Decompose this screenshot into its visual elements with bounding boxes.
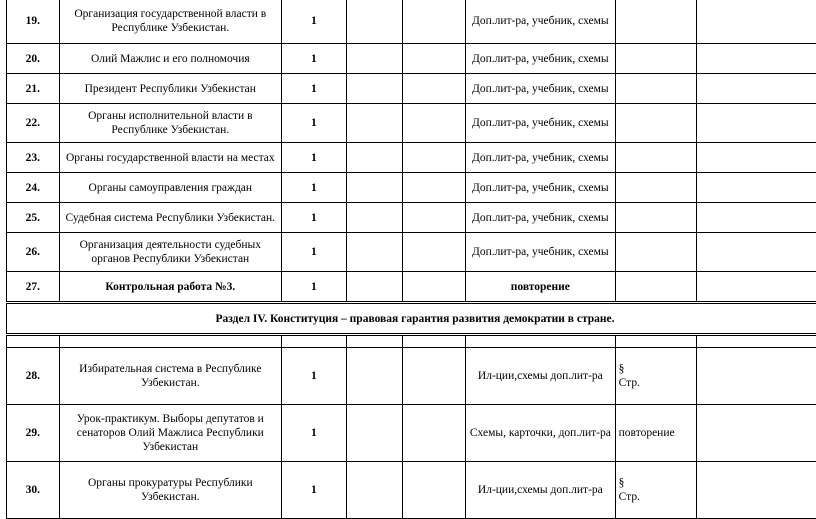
lesson-hours: 1: [282, 405, 347, 462]
empty-cell: [346, 203, 403, 233]
empty-cell: [403, 335, 466, 348]
empty-cell: [696, 462, 816, 519]
lesson-topic: Судебная система Республики Узбекистан.: [59, 203, 281, 233]
lesson-number: 19.: [7, 0, 60, 44]
empty-cell: [346, 272, 403, 303]
empty-cell: [346, 462, 403, 519]
lesson-resources: Ил-ции,схемы доп.лит-ра: [466, 348, 616, 405]
empty-cell: [696, 233, 816, 272]
section-title: Раздел IV. Конституция – правовая гарантия развития демократии в стране.: [7, 303, 816, 335]
lesson-resources: Доп.лит-ра, учебник, схемы: [466, 143, 616, 173]
lesson-topic: Организация деятельности судебных органов Республики Узбекистан: [59, 233, 281, 272]
lesson-topic: Олий Мажлис и его полномочия: [59, 44, 281, 74]
empty-cell: [403, 173, 466, 203]
empty-cell: [346, 143, 403, 173]
empty-cell: [403, 272, 466, 303]
lesson-number: 28.: [7, 348, 60, 405]
table-row: [7, 44, 816, 74]
note-line: повторение: [619, 426, 693, 440]
empty-cell: [346, 233, 403, 272]
lesson-topic: Контрольная работа №3.: [59, 272, 281, 303]
empty-cell: [346, 74, 403, 104]
empty-cell: [346, 405, 403, 462]
lesson-topic: Органы государственной власти на местах: [59, 143, 281, 173]
empty-cell: [403, 104, 466, 143]
lesson-hours: 1: [282, 462, 347, 519]
lesson-hours: 1: [282, 0, 347, 44]
empty-cell: [615, 272, 696, 303]
empty-cell: [696, 44, 816, 74]
lesson-number: 30.: [7, 462, 60, 519]
lesson-resources: Доп.лит-ра, учебник, схемы: [466, 0, 616, 44]
table-row: [7, 0, 816, 44]
lesson-hours: 1: [282, 143, 347, 173]
empty-cell: [403, 74, 466, 104]
lesson-resources: Доп.лит-ра, учебник, схемы: [466, 203, 616, 233]
empty-cell: [615, 143, 696, 173]
lesson-hours: 1: [282, 173, 347, 203]
empty-cell: [615, 0, 696, 44]
empty-cell: [346, 335, 403, 348]
lesson-number: 29.: [7, 405, 60, 462]
lesson-number: 25.: [7, 203, 60, 233]
table-row: [7, 173, 816, 203]
lesson-number: 23.: [7, 143, 60, 173]
empty-cell: [696, 0, 816, 44]
empty-cell: [7, 335, 60, 348]
lesson-resources: Доп.лит-ра, учебник, схемы: [466, 44, 616, 74]
empty-cell: [403, 203, 466, 233]
empty-cell: [403, 462, 466, 519]
table-row: [7, 348, 816, 405]
empty-cell: [696, 74, 816, 104]
lesson-topic: Органы исполнительной власти в Республике Узбекистан.: [59, 104, 281, 143]
empty-cell: [346, 0, 403, 44]
empty-cell: [615, 203, 696, 233]
empty-cell: [403, 348, 466, 405]
lesson-note: [615, 405, 696, 462]
empty-cell: [615, 173, 696, 203]
table-row: [7, 203, 816, 233]
lesson-number: 27.: [7, 272, 60, 303]
empty-cell: [403, 405, 466, 462]
table-row: [7, 272, 816, 303]
lesson-number: 26.: [7, 233, 60, 272]
lesson-topic: Президент Республики Узбекистан: [59, 74, 281, 104]
lesson-topic: Органы самоуправления граждан: [59, 173, 281, 203]
empty-cell: [346, 44, 403, 74]
note-line: Стр.: [619, 376, 693, 390]
table-row: [7, 405, 816, 462]
empty-cell: [615, 74, 696, 104]
lesson-number: 20.: [7, 44, 60, 74]
lesson-resources: Ил-ции,схемы доп.лит-ра: [466, 462, 616, 519]
empty-cell: [59, 335, 281, 348]
section-row: [7, 303, 816, 335]
lesson-note: [615, 348, 696, 405]
lesson-resources: Схемы, карточки, доп.лит-ра: [466, 405, 616, 462]
empty-cell: [696, 405, 816, 462]
empty-cell: [615, 104, 696, 143]
empty-cell: [282, 335, 347, 348]
empty-cell: [615, 335, 696, 348]
empty-cell: [696, 173, 816, 203]
empty-cell: [615, 44, 696, 74]
lesson-hours: 1: [282, 44, 347, 74]
lesson-topic: Органы прокуратуры Республики Узбекистан.: [59, 462, 281, 519]
lesson-hours: 1: [282, 74, 347, 104]
lesson-hours: 1: [282, 104, 347, 143]
empty-cell: [466, 335, 616, 348]
lesson-hours: 1: [282, 233, 347, 272]
lesson-number: 21.: [7, 74, 60, 104]
empty-cell: [403, 143, 466, 173]
note-line: §: [619, 362, 693, 376]
lesson-hours: 1: [282, 348, 347, 405]
lesson-resources: повторение: [466, 272, 616, 303]
empty-cell: [696, 272, 816, 303]
lesson-number: 22.: [7, 104, 60, 143]
lesson-plan-table: [6, 0, 816, 519]
lesson-topic: Урок-практикум. Выборы депутатов и сенаторов Олий Мажлиса Республики Узбекистан: [59, 405, 281, 462]
empty-cell: [403, 233, 466, 272]
note-line: Стр.: [619, 490, 693, 504]
empty-cell: [346, 104, 403, 143]
table-row: [7, 74, 816, 104]
empty-cell: [696, 143, 816, 173]
table-row: [7, 143, 816, 173]
empty-cell: [615, 233, 696, 272]
table-row: [7, 462, 816, 519]
lesson-resources: Доп.лит-ра, учебник, схемы: [466, 104, 616, 143]
spacer-row: [7, 335, 816, 348]
lesson-hours: 1: [282, 272, 347, 303]
empty-cell: [346, 348, 403, 405]
note-line: §: [619, 476, 693, 490]
empty-cell: [696, 348, 816, 405]
empty-cell: [696, 335, 816, 348]
lesson-note: [615, 462, 696, 519]
lesson-hours: 1: [282, 203, 347, 233]
lesson-topic: Избирательная система в Республике Узбекистан.: [59, 348, 281, 405]
empty-cell: [696, 104, 816, 143]
lesson-topic: Организация государственной власти в Республике Узбекистан.: [59, 0, 281, 44]
empty-cell: [696, 203, 816, 233]
lesson-resources: Доп.лит-ра, учебник, схемы: [466, 173, 616, 203]
table-row: [7, 233, 816, 272]
lesson-resources: Доп.лит-ра, учебник, схемы: [466, 74, 616, 104]
table-row: [7, 104, 816, 143]
lesson-number: 24.: [7, 173, 60, 203]
empty-cell: [403, 0, 466, 44]
lesson-resources: Доп.лит-ра, учебник, схемы: [466, 233, 616, 272]
empty-cell: [403, 44, 466, 74]
empty-cell: [346, 173, 403, 203]
